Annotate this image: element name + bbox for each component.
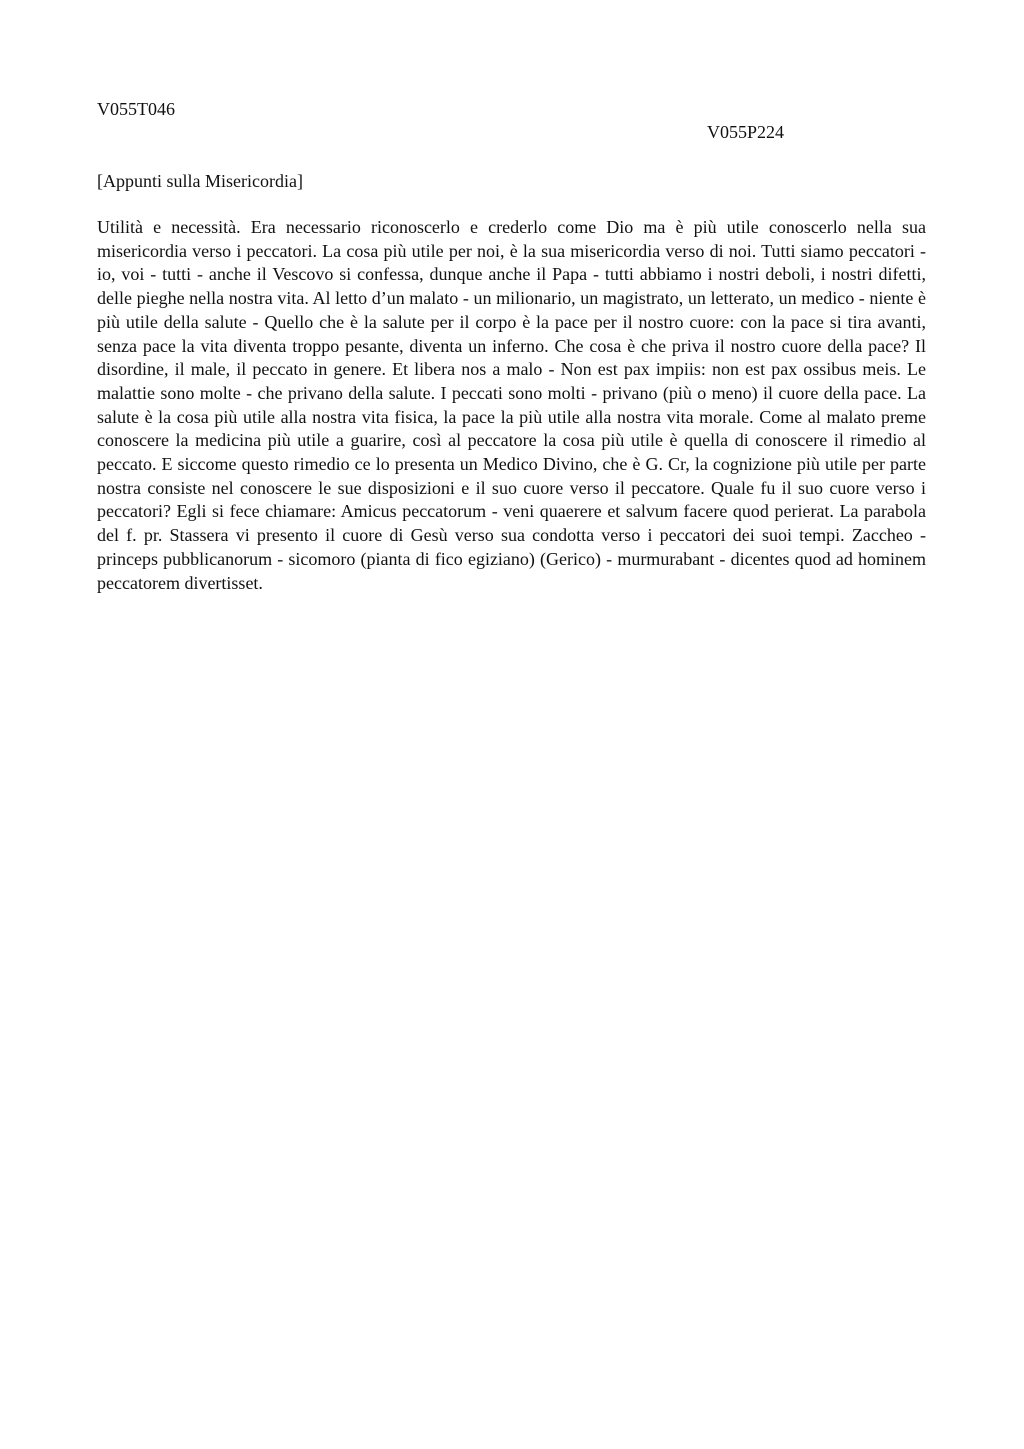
document-body-paragraph: Utilità e necessità. Era necessario riconoscerlo e crederlo come Dio ma è più utile conoscerlo nella sua misericordia verso i peccatori. La cosa più utile per noi, è la sua misericordia verso di noi. Tutti siamo peccatori - io, voi - tutti - anche il Vescovo si confessa, dunque anche il Papa - tutti abbiamo i nostri deboli, i nostri difetti, delle pieghe nella nostra vita. Al letto d’un malato - un milionario, un magistrato, un letterato, un medico - niente è più utile della salute - Quello che è la salute per il corpo è la pace per il nostro cuore: con la pace si tira avanti, senza pace la vita diventa troppo pesante, diventa un inferno. Che cosa è che priva il nostro cuore della pace? Il disordine, il male, il peccato in genere. Et libera nos a malo - Non est pax impiis: non est pax ossibus meis. Le malattie sono molte - che privano della salute. I peccati sono molti - privano (più o meno) il cuore della pace. La salute è la cosa più utile alla nostra vita fisica, la pace la più utile alla nostra vita morale. Come al malato preme conoscere la medicina più utile a guarire, così al peccatore la cosa più utile è quella di conoscere il rimedio al peccato. E siccome questo rimedio ce lo presenta un Medico Divino, che è G. Cr, la cognizione più utile per parte nostra consiste nel conoscere le sue disposizioni e il suo cuore verso il peccatore. Quale fu il suo cuore verso i peccatori? Egli si fece chiamare: Amicus peccatorum - veni quaerere et salvum facere quod perierat. La parabola del f. pr. Stassera vi presento il cuore di Gesù verso sua condotta verso i peccatori dei suoi tempi. Zaccheo - princeps pubblicanorum - sicomoro (pianta di fico egiziano) (Gerico) - murmurabant - dicentes quod ad hominem peccatorem divertisset. <box>97 217 926 593</box>
document-title: [Appunti sulla Misericordia] <box>97 171 303 191</box>
document-code-left: V055T046 <box>97 99 175 119</box>
document-code-right: V055P224 <box>707 122 785 142</box>
